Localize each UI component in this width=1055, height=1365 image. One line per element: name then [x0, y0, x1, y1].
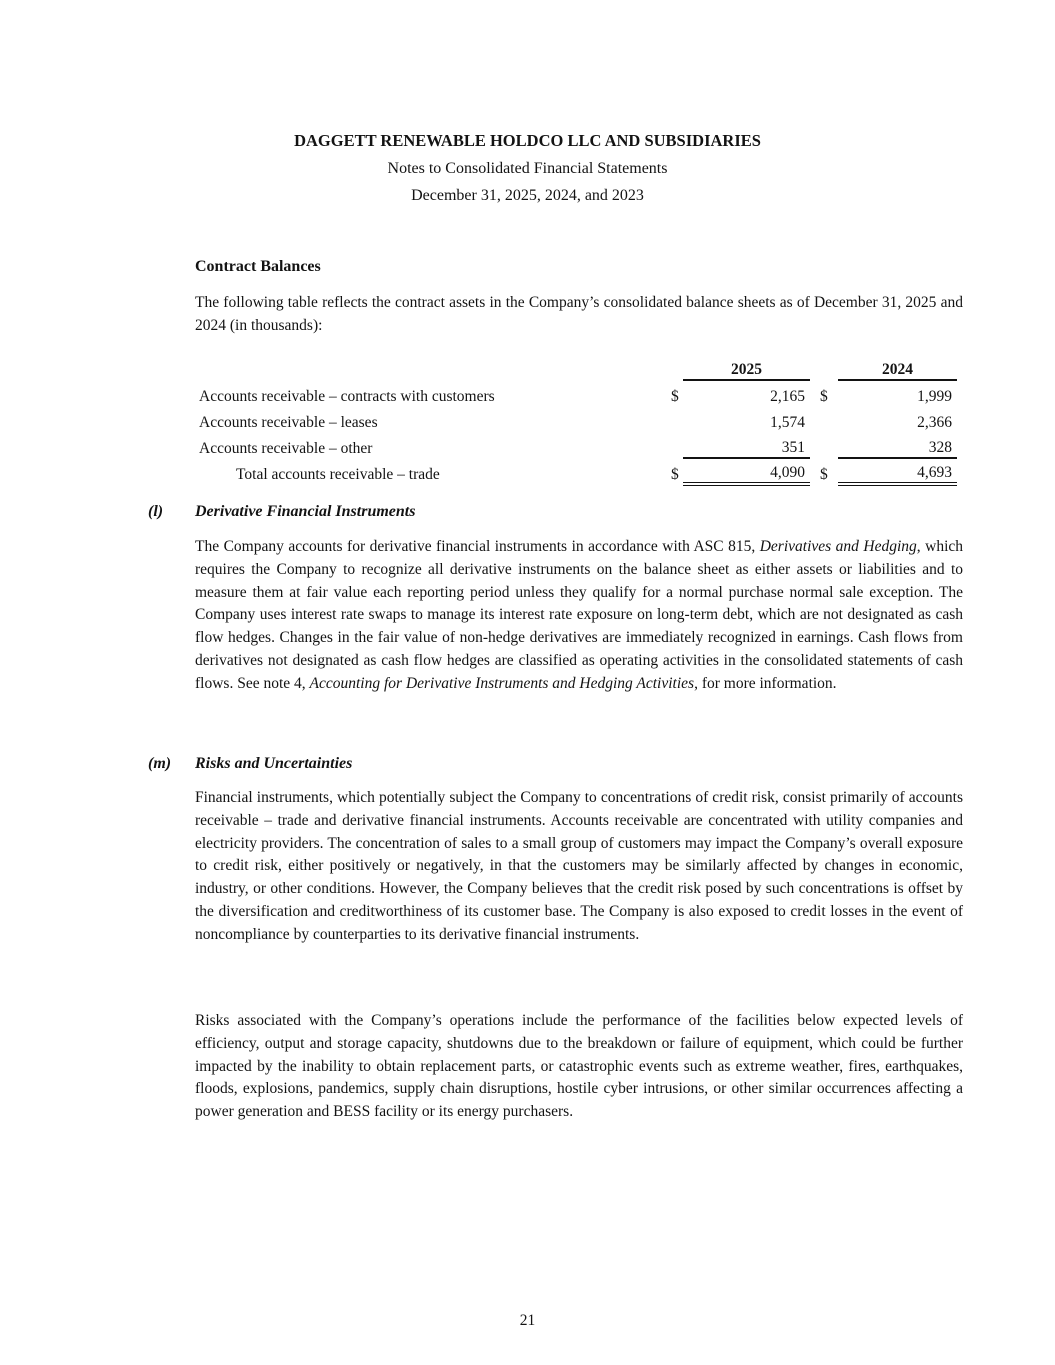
value-2024: 328 [838, 432, 957, 458]
table-row [199, 380, 957, 406]
intro-paragraph: The following table reflects the contract assets in the Company’s consolidated balance sheets as of December 31, 2025 and 2024 (in thousands): [195, 294, 963, 334]
currency-symbol: $ [671, 388, 679, 405]
row-label: Accounts receivable – other [199, 440, 373, 457]
currency-symbol: $ [671, 466, 679, 483]
value-2025: 2,165 [770, 388, 805, 405]
currency-symbol [659, 432, 683, 458]
text-segment: The Company accounts for derivative financial instruments in accordance with ASC 815, [195, 538, 760, 555]
table-header-row [199, 352, 957, 380]
date-line: December 31, 2025, 2024, and 2023 [411, 187, 644, 204]
table-header-spacer [820, 352, 838, 380]
italic-text-segment: Derivatives and Hedging [759, 538, 917, 555]
currency-symbol: $ [820, 466, 828, 483]
section-l-paragraph [195, 536, 963, 696]
column-gap [810, 458, 820, 484]
column-header-2024: 2024 [838, 352, 957, 380]
table-header-spacer [659, 352, 683, 380]
text-segment: , for more information. [694, 674, 837, 692]
document-subtitle: Notes to Consolidated Financial Statements [387, 159, 668, 177]
currency-symbol [820, 406, 838, 432]
section-m-heading [148, 753, 963, 776]
section-l-heading [148, 501, 963, 524]
table-total-row [199, 458, 957, 484]
column-gap [810, 406, 820, 432]
section-l-label: (l) [148, 503, 164, 520]
total-value-2025: 4,090 [683, 458, 810, 484]
company-title: DAGGETT RENEWABLE HOLDCO LLC AND SUBSIDIARIES [294, 131, 761, 150]
column-gap [810, 432, 820, 458]
row-label: Accounts receivable – contracts with customers [199, 388, 495, 405]
section-m-paragraph-2: Risks associated with the Company’s operations include the performance of the facilities below expected levels of efficiency, output and storage capacity, shutdowns due to the breakdown or failure of equipment, which could be further impacted by the inability to obtain replacement parts, or catastrophic events such as extreme weather, fires, earthquakes, floods, explosions, pandemics, supply chain disruptions, hostile cyber intrusions, or other similar occurrences affecting a power generation and BESS facility or its energy purchasers. [195, 1012, 963, 1121]
table-header-spacer [199, 352, 659, 380]
text-segment: , which requires the Company to recognize all derivative instruments on the balance sheet as either assets or liabilities and to measure them at fair value each reporting period unless they qualify for a normal purchase normal sale exception. The Company uses interest rate swaps to manage its interest rate exposure on long-term debt, which are not designated as cash flow hedges. Changes in the fair value of non-hedge derivatives are immediately recognized in earnings. Cash flows from derivatives not designated as cash flow hedges are classified as operating activities in the consolidated statements of cash flows. See note 4, [195, 538, 964, 692]
italic-text-segment: Accounting for Derivative Instruments and Hedging Activities [309, 674, 695, 692]
section-l-title: Derivative Financial Instruments [195, 503, 416, 520]
value-2025: 351 [683, 432, 810, 458]
table-row [199, 406, 957, 432]
table-body [199, 380, 957, 484]
contract-balances-heading: Contract Balances [195, 258, 321, 275]
document-header [0, 127, 1055, 210]
section-m-paragraph-1: Financial instruments, which potentially subject the Company to concentrations of credit risk, consist primarily of accounts receivable – trade and derivative financial instruments. Accounts receivable are concentrated with utility companies and electricity providers. The concentration of sales to a small group of customers may impact the Company’s overall exposure to credit risk, either positively or negatively, in that the customers may be similarly affected by changes in economic, industry, or other conditions. However, the Company believes that the credit risk posed by such concentrations is offset by the diversification and creditworthiness of its customer base. The Company is also exposed to credit losses in the event of noncompliance by counterparties to its derivative financial instruments. [195, 789, 963, 943]
contract-assets-table [199, 352, 957, 486]
section-m-label: (m) [148, 755, 172, 772]
table-row [199, 432, 957, 458]
column-gap [810, 380, 820, 406]
table-header-spacer [810, 352, 820, 380]
page-number: 21 [519, 1312, 536, 1329]
value-2025: 1,574 [770, 414, 805, 431]
currency-symbol [820, 432, 838, 458]
section-m-title: Risks and Uncertainties [195, 755, 353, 772]
total-value-2024: 4,693 [838, 458, 957, 484]
value-2024: 2,366 [917, 414, 952, 431]
currency-symbol: $ [820, 388, 828, 405]
row-label: Accounts receivable – leases [199, 414, 378, 431]
total-label: Total accounts receivable – trade [236, 466, 440, 483]
column-header-2025: 2025 [683, 352, 810, 380]
value-2024: 1,999 [917, 388, 952, 405]
currency-symbol [659, 406, 683, 432]
